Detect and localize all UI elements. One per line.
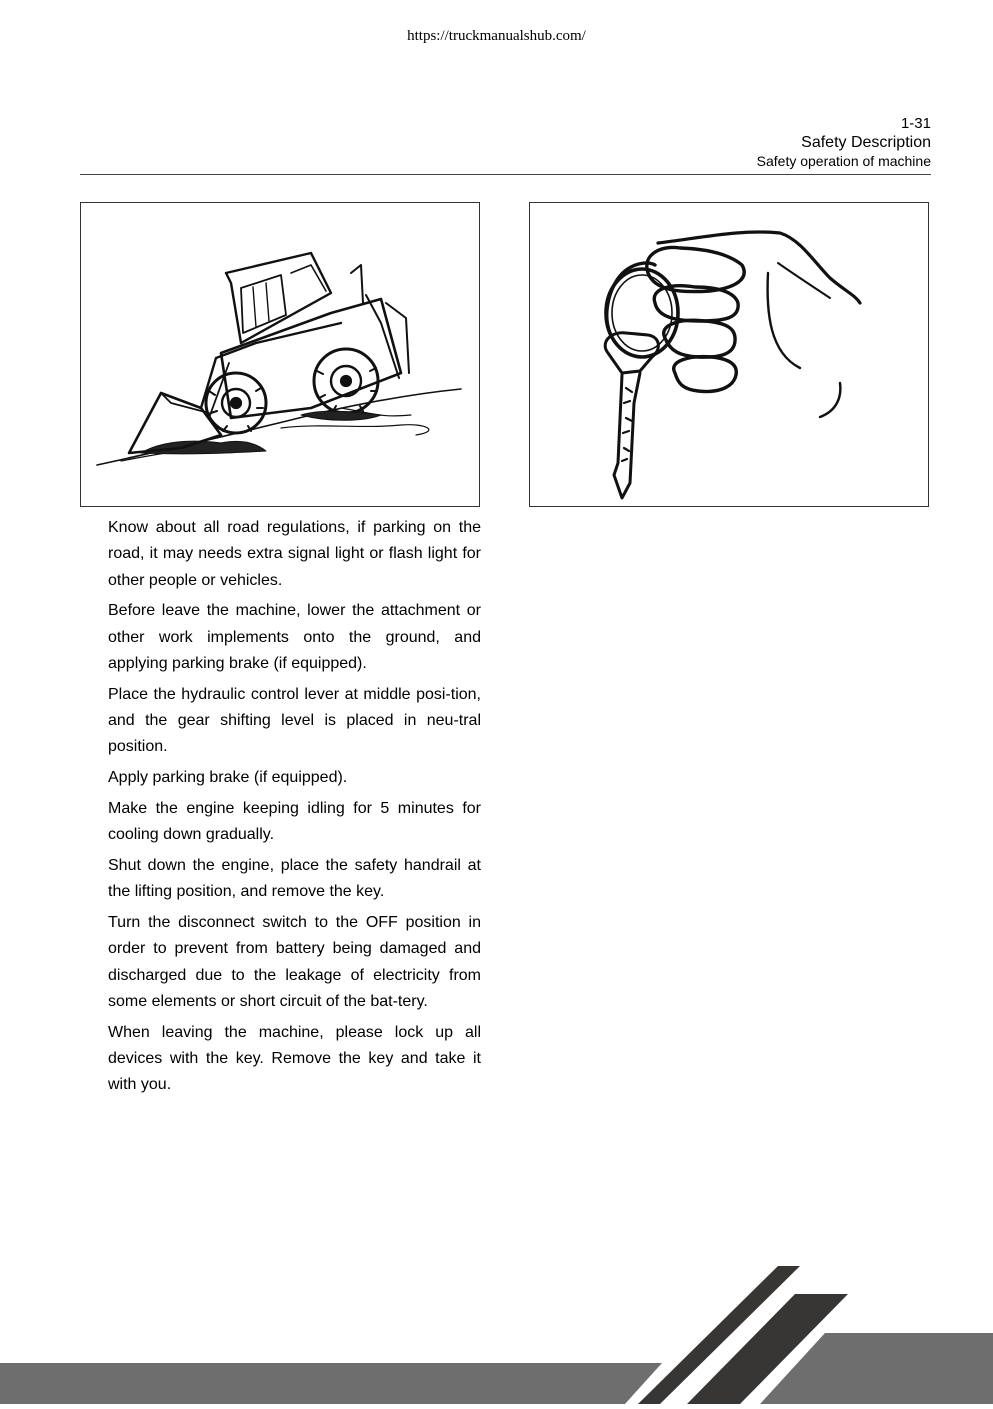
paragraph: Turn the disconnect switch to the OFF position in order to prevent from battery being damaged and discharged due to the leakage of electricity from some elements or short circuit of the bat-tery.: [108, 914, 481, 1011]
paragraph: Apply parking brake (if equipped).: [108, 769, 348, 787]
paragraph: Before leave the machine, lower the attachment or other work implements onto the ground, and applying parking brake (if equipped).: [108, 602, 481, 672]
source-url: https://truckmanualshub.com/: [407, 28, 586, 44]
instructions-body: [108, 515, 481, 1103]
key-in-hand-figure: [529, 202, 929, 507]
paragraph: Make the engine keeping idling for 5 minutes for cooling down gradually.: [108, 799, 481, 844]
page-header: [757, 114, 931, 171]
skid-steer-loader-figure: [80, 202, 480, 507]
page-number: 1-31: [900, 115, 931, 132]
footer-stripes-graphic: [0, 1260, 993, 1404]
paragraph: Shut down the engine, place the safety handrail at the lifting position, and remove the key.: [108, 857, 481, 901]
hand-holding-key-illustration: [530, 203, 930, 508]
paragraph: Know about all road regulations, if parking on the road, it may needs extra signal light or flash light for other people or vehicles.: [108, 519, 481, 589]
paragraph: Place the hydraulic control lever at middle posi-tion, and the gear shifting level is placed in neu-tral position.: [108, 685, 481, 756]
subsection-title: Safety operation of machine: [756, 153, 931, 169]
footer-decoration: [0, 1260, 993, 1409]
skid-steer-loader-illustration: [81, 203, 481, 508]
header-divider: [80, 174, 931, 175]
paragraph: When leaving the machine, please lock up all devices with the key. Remove the key and take it with you.: [108, 1023, 481, 1094]
section-title: Safety Description: [801, 134, 931, 151]
